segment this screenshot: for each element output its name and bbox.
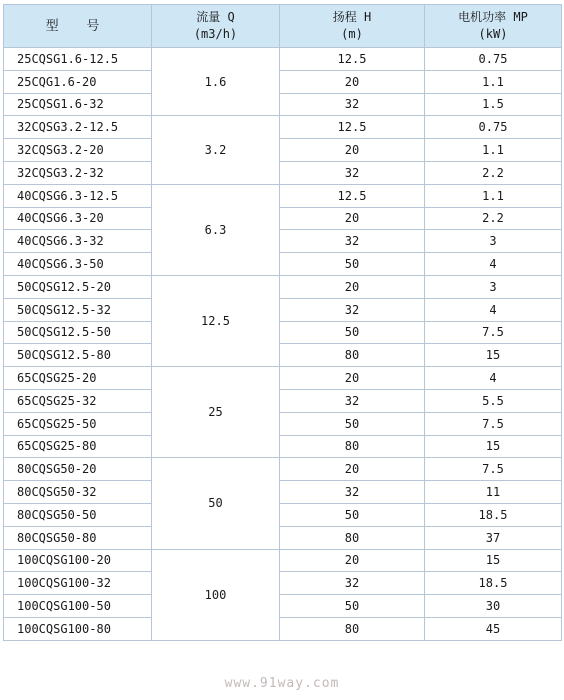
cell-power: 3 xyxy=(425,275,562,298)
cell-model: 40CQSG6.3-32 xyxy=(4,230,152,253)
cell-flow: 12.5 xyxy=(152,275,280,366)
cell-power: 37 xyxy=(425,526,562,549)
cell-head: 20 xyxy=(280,70,425,93)
cell-model: 65CQSG25-32 xyxy=(4,389,152,412)
table-row xyxy=(4,93,562,116)
table-row xyxy=(4,139,562,162)
table-row xyxy=(4,549,562,572)
cell-power: 45 xyxy=(425,617,562,640)
cell-power: 1.1 xyxy=(425,70,562,93)
header-power-title: 电机功率 MP xyxy=(458,10,528,24)
cell-flow: 50 xyxy=(152,458,280,549)
table-row xyxy=(4,161,562,184)
cell-model: 80CQSG50-32 xyxy=(4,481,152,504)
cell-power: 7.5 xyxy=(425,321,562,344)
cell-model: 25CQSG1.6-32 xyxy=(4,93,152,116)
table-row xyxy=(4,412,562,435)
header-flow xyxy=(152,5,280,48)
cell-flow: 100 xyxy=(152,549,280,640)
header-model xyxy=(4,5,152,48)
cell-power: 18.5 xyxy=(425,572,562,595)
cell-head: 50 xyxy=(280,321,425,344)
cell-flow: 25 xyxy=(152,367,280,458)
cell-head: 32 xyxy=(280,389,425,412)
cell-model: 25CQSG1.6-12.5 xyxy=(4,48,152,71)
cell-model: 65CQSG25-20 xyxy=(4,367,152,390)
cell-head: 32 xyxy=(280,298,425,321)
cell-head: 50 xyxy=(280,412,425,435)
cell-model: 50CQSG12.5-50 xyxy=(4,321,152,344)
table-row xyxy=(4,184,562,207)
cell-head: 32 xyxy=(280,572,425,595)
cell-model: 40CQSG6.3-20 xyxy=(4,207,152,230)
cell-model: 100CQSG100-20 xyxy=(4,549,152,572)
cell-model: 100CQSG100-32 xyxy=(4,572,152,595)
cell-head: 12.5 xyxy=(280,48,425,71)
cell-power: 15 xyxy=(425,435,562,458)
table-row xyxy=(4,389,562,412)
cell-power: 7.5 xyxy=(425,412,562,435)
cell-model: 32CQSG3.2-32 xyxy=(4,161,152,184)
cell-power: 5.5 xyxy=(425,389,562,412)
cell-power: 2.2 xyxy=(425,207,562,230)
cell-power: 11 xyxy=(425,481,562,504)
cell-head: 80 xyxy=(280,617,425,640)
table-row xyxy=(4,321,562,344)
cell-model: 80CQSG50-50 xyxy=(4,503,152,526)
header-head-unit: (m) xyxy=(341,27,363,41)
table-row xyxy=(4,435,562,458)
cell-model: 80CQSG50-20 xyxy=(4,458,152,481)
cell-head: 50 xyxy=(280,595,425,618)
header-model-title: 型 号 xyxy=(45,18,110,34)
cell-power: 0.75 xyxy=(425,48,562,71)
table-row xyxy=(4,481,562,504)
cell-head: 20 xyxy=(280,275,425,298)
cell-head: 12.5 xyxy=(280,116,425,139)
cell-power: 30 xyxy=(425,595,562,618)
cell-head: 32 xyxy=(280,481,425,504)
cell-flow: 1.6 xyxy=(152,48,280,116)
table-row xyxy=(4,595,562,618)
table-row xyxy=(4,70,562,93)
header-flow-unit: (m3/h) xyxy=(193,27,238,41)
cell-model: 80CQSG50-80 xyxy=(4,526,152,549)
cell-model: 100CQSG100-50 xyxy=(4,595,152,618)
cell-flow: 6.3 xyxy=(152,184,280,275)
table-row xyxy=(4,116,562,139)
cell-model: 40CQSG6.3-12.5 xyxy=(4,184,152,207)
cell-power: 1.1 xyxy=(425,139,562,162)
cell-model: 65CQSG25-50 xyxy=(4,412,152,435)
cell-head: 50 xyxy=(280,503,425,526)
cell-head: 20 xyxy=(280,549,425,572)
cell-power: 7.5 xyxy=(425,458,562,481)
cell-power: 4 xyxy=(425,253,562,276)
table-row xyxy=(4,617,562,640)
cell-head: 80 xyxy=(280,526,425,549)
header-power xyxy=(425,5,562,48)
cell-power: 2.2 xyxy=(425,161,562,184)
cell-head: 32 xyxy=(280,93,425,116)
cell-head: 20 xyxy=(280,207,425,230)
header-power-unit: (kW) xyxy=(478,27,508,41)
watermark: www.91way.com xyxy=(224,676,340,691)
cell-power: 3 xyxy=(425,230,562,253)
table-row xyxy=(4,48,562,71)
header-flow-title: 流量 Q xyxy=(196,10,235,24)
cell-flow: 3.2 xyxy=(152,116,280,184)
cell-power: 15 xyxy=(425,344,562,367)
table-row xyxy=(4,503,562,526)
table-row xyxy=(4,275,562,298)
cell-head: 20 xyxy=(280,139,425,162)
cell-model: 25CQG1.6-20 xyxy=(4,70,152,93)
cell-head: 12.5 xyxy=(280,184,425,207)
cell-head: 20 xyxy=(280,458,425,481)
cell-head: 32 xyxy=(280,230,425,253)
cell-head: 20 xyxy=(280,367,425,390)
cell-model: 100CQSG100-80 xyxy=(4,617,152,640)
cell-model: 50CQSG12.5-20 xyxy=(4,275,152,298)
cell-head: 80 xyxy=(280,344,425,367)
table-row xyxy=(4,253,562,276)
table-row xyxy=(4,367,562,390)
table-row xyxy=(4,458,562,481)
table-row xyxy=(4,526,562,549)
table-row xyxy=(4,344,562,367)
cell-head: 32 xyxy=(280,161,425,184)
cell-power: 1.5 xyxy=(425,93,562,116)
pump-spec-table xyxy=(3,4,562,641)
header-head xyxy=(280,5,425,48)
cell-power: 4 xyxy=(425,298,562,321)
cell-head: 80 xyxy=(280,435,425,458)
cell-model: 50CQSG12.5-80 xyxy=(4,344,152,367)
cell-power: 1.1 xyxy=(425,184,562,207)
table-row xyxy=(4,298,562,321)
cell-model: 40CQSG6.3-50 xyxy=(4,253,152,276)
table-header-row xyxy=(4,5,562,48)
cell-model: 32CQSG3.2-12.5 xyxy=(4,116,152,139)
table-row xyxy=(4,230,562,253)
cell-power: 18.5 xyxy=(425,503,562,526)
cell-power: 15 xyxy=(425,549,562,572)
cell-model: 65CQSG25-80 xyxy=(4,435,152,458)
header-head-title: 扬程 H xyxy=(332,10,372,24)
cell-model: 32CQSG3.2-20 xyxy=(4,139,152,162)
cell-head: 50 xyxy=(280,253,425,276)
cell-power: 0.75 xyxy=(425,116,562,139)
cell-power: 4 xyxy=(425,367,562,390)
table-body xyxy=(4,48,562,641)
table-row xyxy=(4,572,562,595)
table-row xyxy=(4,207,562,230)
cell-model: 50CQSG12.5-32 xyxy=(4,298,152,321)
